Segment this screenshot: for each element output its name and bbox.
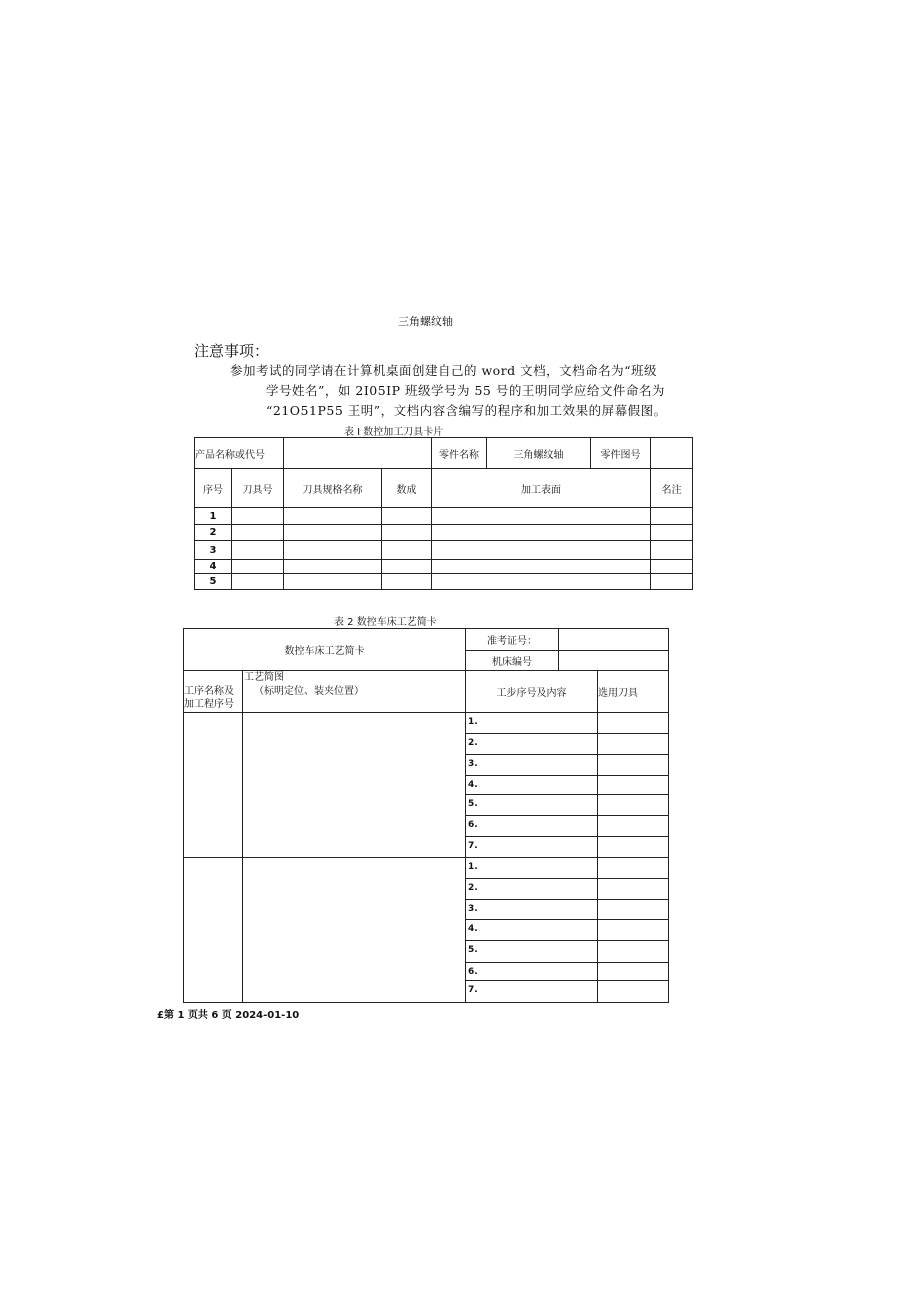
- machine-no-label: 机床编号: [466, 651, 559, 671]
- process-header: [184, 671, 243, 713]
- step-item: 3.: [466, 755, 598, 776]
- process-header-line-2: 加工程序号: [184, 699, 234, 710]
- tool-cell: [598, 816, 669, 837]
- part-drawing-value: [651, 438, 693, 469]
- exam-no-value: [559, 629, 669, 651]
- part-name-value: 三角螺纹轴: [487, 438, 591, 469]
- document-title: 三角螺纹轴: [398, 315, 453, 328]
- part-name-label: 零件名称: [432, 438, 487, 469]
- sketch-header-line-1: 工艺简图: [244, 672, 284, 683]
- product-value: [284, 438, 432, 469]
- step-item: 7.: [466, 837, 598, 858]
- table1-caption: 表 I 数控加工刀具卡片: [344, 427, 444, 438]
- notice-line-2: 学号姓名”，如 2I05IP 班级学号为 55 号的王明同学应给文件命名为: [266, 383, 665, 398]
- tool-cell: [598, 941, 669, 963]
- exam-no-label: 准考证号：: [466, 629, 559, 651]
- step-item: 1.: [466, 858, 598, 879]
- header-tool-spec: 刀具规格名称: [284, 469, 382, 508]
- table2-caption: 表 2 数控车床工艺简卡: [334, 617, 437, 628]
- tool-cell: [598, 963, 669, 981]
- process-header-line-1: 工序名称及: [184, 686, 234, 697]
- card-title: 数控车床工艺简卡: [184, 629, 466, 671]
- header-tool-no: 刀具号: [232, 469, 284, 508]
- step-item: 5.: [466, 941, 598, 963]
- step-item: 6.: [466, 816, 598, 837]
- notice-line-1: 参加考试的同学请在计算机桌面创建自己的 word 文档，文档命名为“班级: [230, 363, 658, 378]
- sketch-header: [243, 671, 466, 713]
- step-item: 4.: [466, 920, 598, 941]
- tool-cell: [598, 837, 669, 858]
- step-item: 2.: [466, 734, 598, 755]
- process-cell-2: [184, 858, 243, 1003]
- row-number: 4: [195, 560, 232, 574]
- steps-header: 工步序号及内容: [466, 671, 598, 713]
- machine-no-value: [559, 651, 669, 671]
- header-remark: 名注: [651, 469, 693, 508]
- step-item: 3.: [466, 900, 598, 920]
- tool-card-table: [194, 437, 693, 590]
- row-number: 1: [195, 508, 232, 525]
- step-item: 5.: [466, 795, 598, 816]
- tool-cell: [598, 734, 669, 755]
- row-number: 3: [195, 541, 232, 560]
- tool-cell: [598, 713, 669, 734]
- notice-heading: 注意事项：: [194, 342, 270, 360]
- step-item: 2.: [466, 879, 598, 900]
- sketch-cell-1: [243, 713, 466, 858]
- tool-header: 选用刀具: [598, 671, 669, 713]
- header-seq: 序号: [195, 469, 232, 508]
- tool-cell: [598, 858, 669, 879]
- page-footer: £第 1 页共 6 页 2024-01-10: [157, 1010, 300, 1021]
- step-item: 1.: [466, 713, 598, 734]
- sketch-cell-2: [243, 858, 466, 1003]
- tool-cell: [598, 795, 669, 816]
- tool-cell: [598, 755, 669, 776]
- row-number: 5: [195, 574, 232, 590]
- product-label: 产品名称或代号: [195, 438, 284, 469]
- part-drawing-label: 零件图号: [591, 438, 651, 469]
- step-item: 7.: [466, 981, 598, 1003]
- tool-cell: [598, 981, 669, 1003]
- step-item: 4.: [466, 776, 598, 795]
- tool-cell: [598, 920, 669, 941]
- row-number: 2: [195, 525, 232, 541]
- process-cell-1: [184, 713, 243, 858]
- tool-cell: [598, 879, 669, 900]
- process-card-table: [183, 628, 669, 1003]
- header-surface: 加工表面: [432, 469, 651, 508]
- tool-cell: [598, 776, 669, 795]
- header-quantity: 数成: [382, 469, 432, 508]
- tool-cell: [598, 900, 669, 920]
- notice-line-3: “21O51P55 王明”，文档内容含编写的程序和加工效果的屏幕假图。: [266, 403, 667, 418]
- step-item: 6.: [466, 963, 598, 981]
- sketch-header-line-2: （标明定位、装夹位置）: [254, 686, 364, 697]
